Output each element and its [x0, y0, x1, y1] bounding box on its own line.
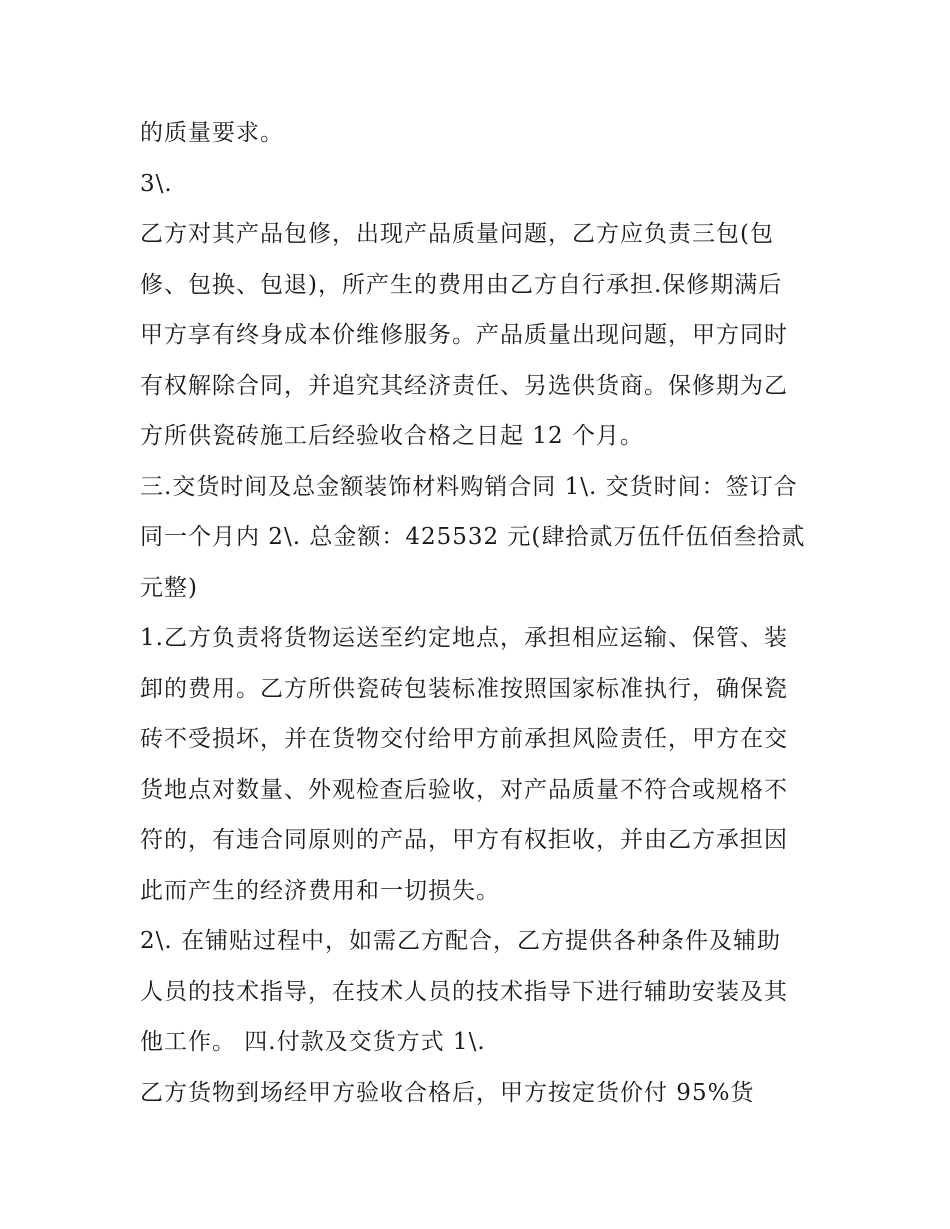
text-line: 有权解除合同，并追究其经济责任、另选供货商。保修期为乙 [140, 372, 788, 399]
text-line: 同一个月内 2\. 总金额：425532 元(肆拾贰万伍仟伍佰叁拾贰 [140, 524, 806, 550]
text-line: 修、包换、包退)，所产生的费用由乙方自行承担.保修期满后 [140, 271, 783, 298]
text-line: 卸的费用。乙方所供瓷砖包装标准按照国家标准执行，确保瓷 [140, 675, 788, 702]
text-line: 三.交货时间及总金额装饰材料购销合同 1\. 交货时间：签订合 [140, 473, 798, 500]
text-line: 此而产生的经济费用和一切损失。 [140, 877, 500, 904]
text-line: 货地点对数量、外观检查后验收，对产品质量不符合或规格不 [140, 776, 788, 803]
text-line: 乙方货物到场经甲方验收合格后，甲方按定货价付 95%货 [140, 1079, 755, 1106]
text-line: 3\. [140, 170, 173, 197]
document-page [140, 108, 820, 1118]
text-line: 的质量要求。 [140, 120, 284, 146]
text-line: 乙方对其产品包修，出现产品质量问题，乙方应负责三包(包 [140, 221, 774, 247]
text-line: 砖不受损坏，并在货物交付给甲方前承担风险责任，甲方在交 [140, 726, 788, 752]
text-line: 符的，有违合同原则的产品，甲方有权拒收，并由乙方承担因 [140, 827, 788, 853]
text-line: 方所供瓷砖施工后经验收合格之日起 12 个月。 [140, 423, 644, 449]
text-line: 2\. 在铺贴过程中，如需乙方配合，乙方提供各种条件及辅助 [140, 928, 782, 954]
text-line: 甲方享有终身成本价维修服务。产品质量出现问题，甲方同时 [140, 322, 788, 348]
text-line: 1.乙方负责将货物运送至约定地点，承担相应运输、保管、装 [140, 625, 788, 651]
text-line: 他工作。 四.付款及交货方式 1\. [140, 1029, 486, 1055]
text-line: 元整) [140, 574, 198, 601]
text-line: 人员的技术指导，在技术人员的技术指导下进行辅助安装及其 [140, 978, 788, 1005]
